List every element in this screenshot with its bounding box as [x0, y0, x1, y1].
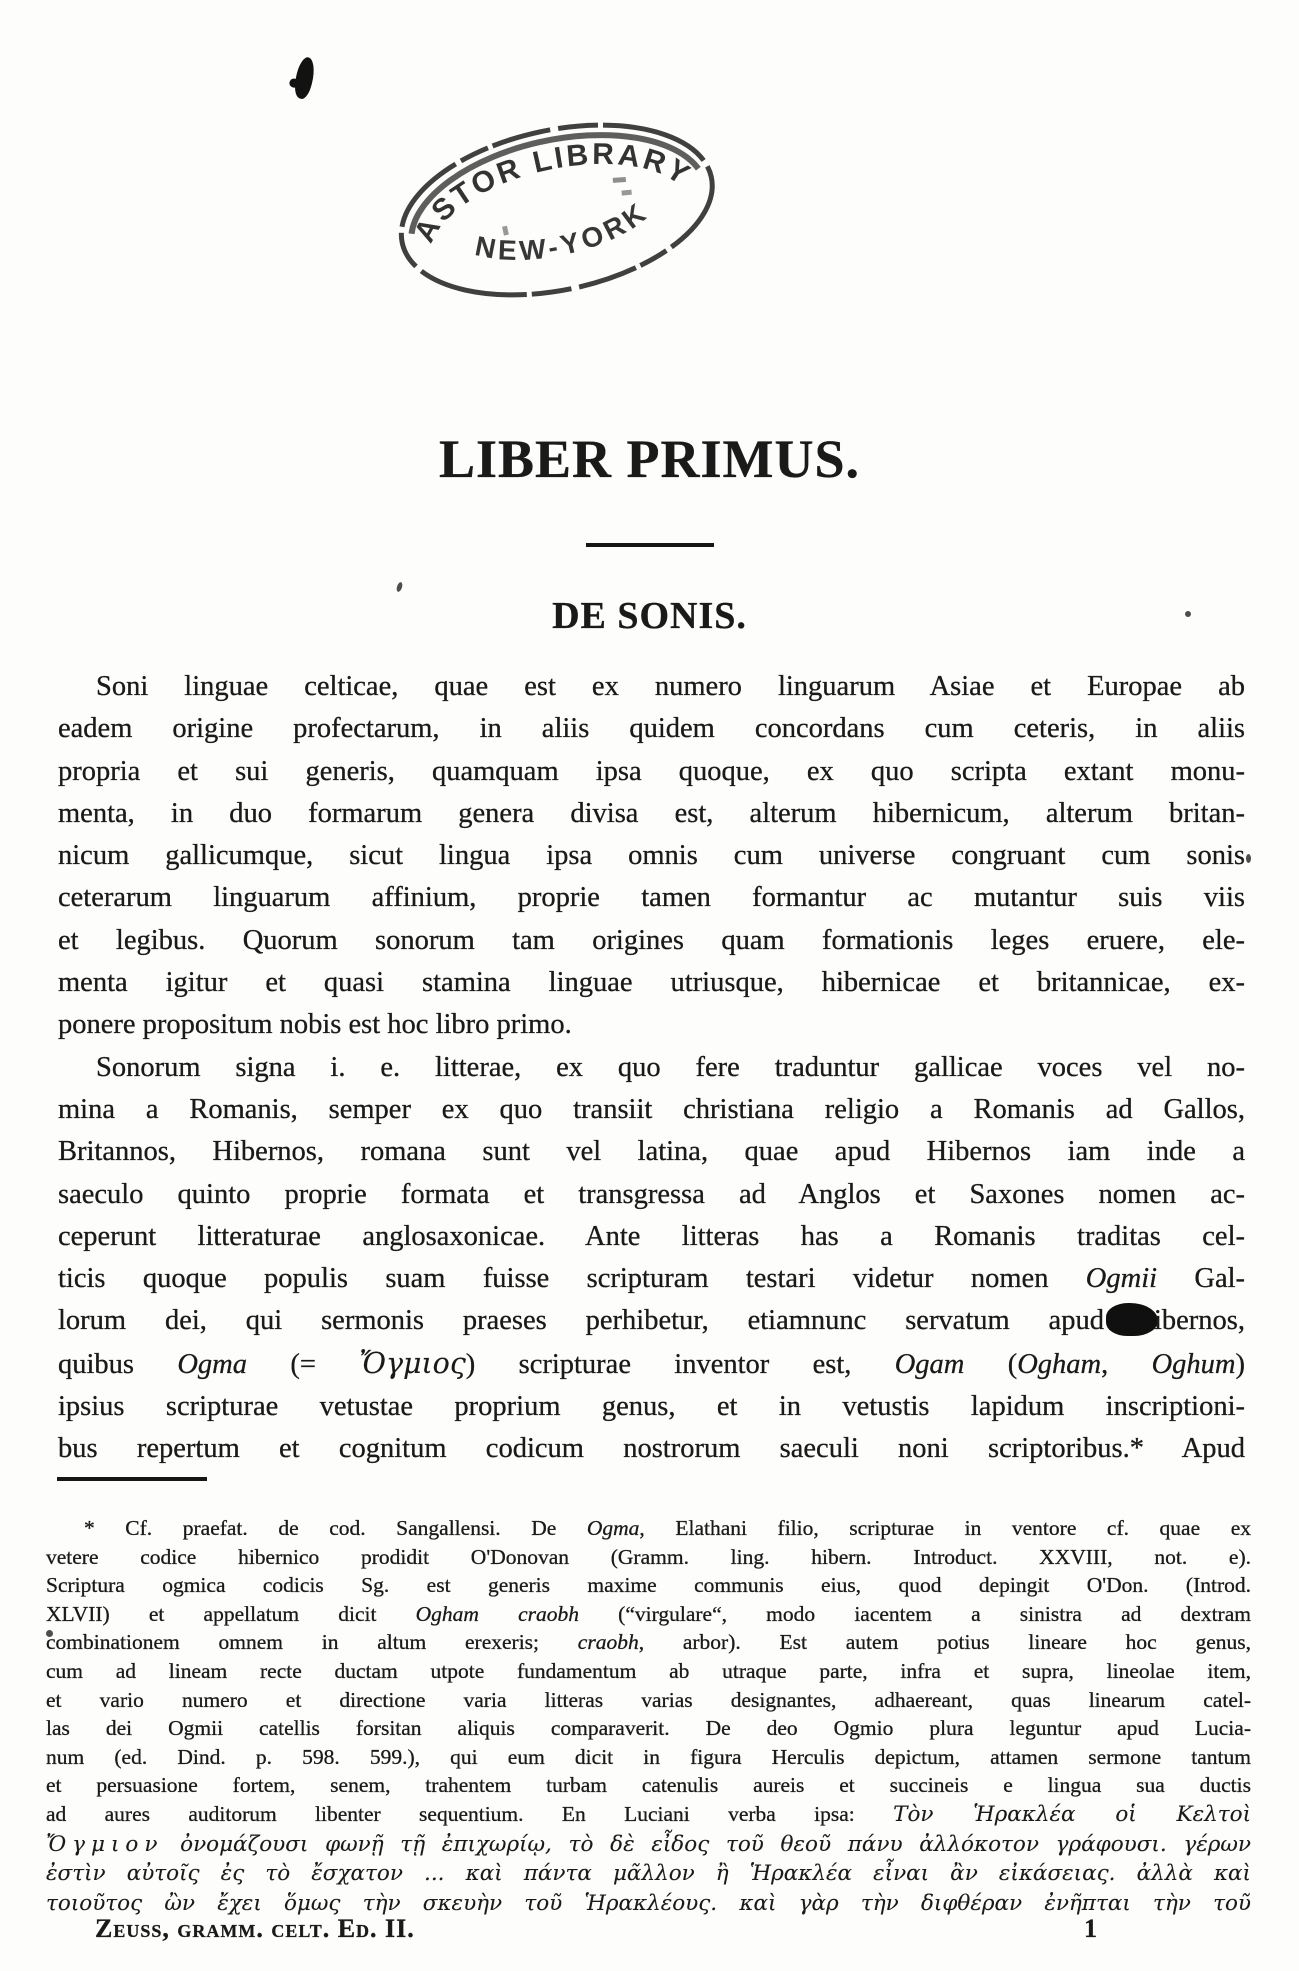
text-segment: )	[1235, 1348, 1246, 1380]
text-segment: Scriptura ogmica codicis Sg. est generis maxime communis eius, quod depingit O'Don. (Introd.	[46, 1573, 1251, 1598]
text-line	[58, 835, 1245, 877]
svg-text:NEW-YORK	[466, 193, 658, 280]
text-segment-i: craobh	[577, 1630, 639, 1655]
text-line	[58, 962, 1245, 1004]
text-segment: et legibus. Quorum sonorum tam origines quam formationis leges eruere, ele-	[58, 924, 1245, 956]
paragraph	[58, 1047, 1245, 1471]
title-divider	[586, 543, 714, 547]
text-segment: bus repertum et cognitum codicum nostrorum saeculi noni scriptoribus.* Apud	[58, 1433, 1245, 1465]
text-segment-g: Τὸν Ἡρακλέα οἱ Κελτοὶ	[893, 1801, 1252, 1827]
text-line	[46, 1859, 1251, 1889]
text-segment: vetere codice hibernico prodidit O'Donovan (Gramm. ling. hibern. Introduct. XXVIII, not. e).	[46, 1544, 1251, 1569]
text-segment: menta, in duo formarum genera divisa est, alterum hibernicum, alterum britan-	[58, 797, 1245, 829]
footnote	[46, 1514, 1251, 1918]
text-line	[46, 1657, 1251, 1686]
text-line	[46, 1830, 1251, 1860]
text-segment-g: Ὄγμιος	[359, 1346, 466, 1380]
text-segment: , arbor). Est autem potius lineare hoc genus,	[638, 1630, 1251, 1655]
text-line	[46, 1743, 1251, 1772]
text-line	[58, 1004, 1245, 1046]
text-segment: Soni linguae celticae, quae est ex numero linguarum Asiae et Europae ab	[96, 671, 1245, 702]
text-segment: nicum gallicumque, sicut lingua ipsa omnis cum universe congruant cum sonis	[58, 840, 1245, 872]
text-segment: ) scripturae inventor est,	[465, 1348, 895, 1380]
text-segment: eadem origine profectarum, in aliis quidem concordans cum ceteris, in aliis	[58, 713, 1245, 745]
printer-signature: Zeuss, gramm. celt. Ed. II.	[95, 1914, 415, 1943]
text-segment-i: Ogmii	[1085, 1263, 1158, 1295]
text-line	[46, 1514, 1251, 1543]
text-segment: XLVII) et appellatum dicit	[46, 1601, 416, 1626]
text-segment-i: Ogam	[894, 1348, 965, 1380]
text-line	[58, 1258, 1245, 1300]
text-segment: , Elathani filio, scripturae in ventore cf. quae ex	[639, 1516, 1251, 1540]
text-line	[58, 1174, 1245, 1216]
text-segment: propria et sui generis, quamquam ipsa quoque, ex quo scripta extant monu-	[58, 755, 1245, 787]
page-footer	[95, 1914, 1097, 1944]
text-segment: ad aures auditorum libenter sequentium. En Luciani verba ipsa:	[46, 1801, 894, 1826]
text-line	[58, 1216, 1245, 1258]
text-line	[58, 1089, 1245, 1131]
text-segment: saeculo quinto proprie formata et transgressa ad Anglos et Saxones nomen ac-	[58, 1178, 1245, 1210]
text-segment: et vario numero et directione varia litteras varias designantes, adhaereant, quas linearum catel-	[46, 1687, 1251, 1712]
text-segment: combinationem omnem in altum erexeris;	[46, 1630, 578, 1655]
text-segment: (	[964, 1348, 1018, 1380]
text-line	[46, 1771, 1251, 1800]
text-segment: ibernos,	[1153, 1305, 1245, 1337]
text-segment: cum ad lineam recte ductam utpote fundamentum ab utraque parte, infra et supra, lineolae item,	[46, 1658, 1251, 1683]
stamp-faint-mark	[613, 177, 626, 183]
paragraph	[58, 666, 1245, 1047]
text-line	[58, 793, 1245, 835]
text-segment: num (ed. Dind. p. 598. 599.), qui eum dicit in figura Herculis depictum, attamen sermone tantum	[46, 1744, 1251, 1769]
text-segment-g: ἐστὶν αὐτοῖς ἐς τὸ ἔσχατον ... καὶ πάντα μᾶλλον ἢ Ἡρακλέα εἶναι ἂν εἰκάσειας. ἀλλὰ καὶ	[46, 1861, 1251, 1887]
library-stamp	[372, 103, 742, 318]
text-line	[46, 1571, 1251, 1600]
text-line	[58, 877, 1245, 919]
text-line	[46, 1628, 1251, 1657]
text-line	[58, 708, 1245, 750]
text-line	[46, 1714, 1251, 1743]
text-segment-i: Ogma	[586, 1516, 640, 1540]
text-segment: et persuasione fortem, senem, trahentem turbam catenulis aureis et succineis e lingua sua ductis	[46, 1773, 1251, 1798]
text-segment-g: ὀνομάζουσι φωνῇ τῇ ἐπιχωρίῳ, τὸ δὲ εἶδος τοῦ θεοῦ πάνυ ἀλλόκοτον γράφουσι. γέρων	[163, 1831, 1251, 1857]
text-segment: menta igitur et quasi stamina linguae utriusque, hibernicae et britannicae, ex-	[58, 967, 1245, 999]
text-line	[58, 1047, 1245, 1089]
text-segment: * Cf. praefat. de cod. Sangallensi. De	[84, 1516, 587, 1540]
text-line	[46, 1543, 1251, 1572]
text-line	[58, 751, 1245, 793]
main-text	[58, 666, 1245, 1471]
text-segment-i: Ogham	[1017, 1348, 1102, 1380]
text-segment: quibus	[58, 1348, 178, 1380]
text-segment: (“virgulare“, modo iacentem a sinistra ad dextram	[579, 1601, 1251, 1626]
paper-speck	[396, 581, 404, 592]
text-segment: lorum dei, qui sermonis praeses perhibetur, etiamnunc servatum apud	[58, 1305, 1104, 1337]
paper-speck	[1246, 854, 1251, 863]
text-segment: ,	[1101, 1348, 1152, 1380]
book-title: LIBER PRIMUS.	[438, 429, 861, 489]
text-line	[46, 1686, 1251, 1715]
text-line	[46, 1800, 1251, 1830]
text-segment-gsp: Ὄγμιον	[46, 1831, 164, 1857]
text-segment-i: Ogham craobh	[415, 1601, 580, 1626]
stamp-faint-mark	[621, 190, 631, 196]
text-segment: ceterarum linguarum affinium, proprie tamen formantur ac mutantur suis viis	[58, 882, 1245, 914]
stamp-top-text: ASTOR LIBRARY	[407, 137, 698, 248]
page-number: 1	[1084, 1914, 1097, 1943]
text-line	[58, 1131, 1245, 1173]
text-line	[58, 1343, 1245, 1386]
text-segment-i: Oghum	[1151, 1348, 1236, 1380]
text-segment: Britannos, Hibernos, romana sunt vel latina, quae apud Hibernos iam inde a	[58, 1136, 1245, 1168]
text-segment-i: Ogma	[177, 1348, 248, 1380]
text-line	[58, 1300, 1245, 1342]
text-segment-g: τοιοῦτος ὢν ἔχει ὅμως τὴν σκευὴν τοῦ Ἡρακλέους. καὶ γὰρ τὴν διφθέραν ἐνῆπται τὴν τοῦ	[46, 1890, 1251, 1916]
text-segment: Gal-	[1157, 1263, 1246, 1295]
stamp-faint-mark	[502, 226, 509, 236]
ink-blot	[1106, 1303, 1158, 1336]
text-segment: ponere propositum nobis est hoc libro primo.	[58, 1009, 572, 1041]
text-segment: ipsius scripturae vetustae proprium genus, et in vetustis lapidum inscriptioni-	[58, 1391, 1245, 1423]
text-segment: ticis quoque populis suam fuisse scripturam testari videtur nomen	[58, 1263, 1086, 1295]
stamp-bottom-text: NEW-YORK	[472, 195, 655, 267]
text-segment: las dei Ogmii catellis forsitan aliquis comparaverit. De deo Ogmio plura leguntur apud Lucia-	[46, 1716, 1251, 1741]
text-line	[58, 666, 1245, 708]
text-segment: Sonorum signa i. e. litterae, ex quo fere traduntur gallicae voces vel no-	[96, 1051, 1245, 1083]
text-line	[58, 920, 1245, 962]
section-heading: DE SONIS.	[552, 595, 747, 637]
text-segment: mina a Romanis, semper ex quo transiit christiana religio a Romanis ad Gallos,	[58, 1093, 1245, 1125]
text-line	[46, 1600, 1251, 1629]
text-segment: (=	[247, 1348, 360, 1380]
footnote-rule	[57, 1477, 207, 1481]
ink-mark	[291, 56, 318, 101]
text-segment: ceperunt litteraturae anglosaxonicae. Ante litteras has a Romanis traditas cel-	[58, 1220, 1245, 1252]
text-line	[58, 1386, 1245, 1428]
text-line	[58, 1428, 1245, 1470]
